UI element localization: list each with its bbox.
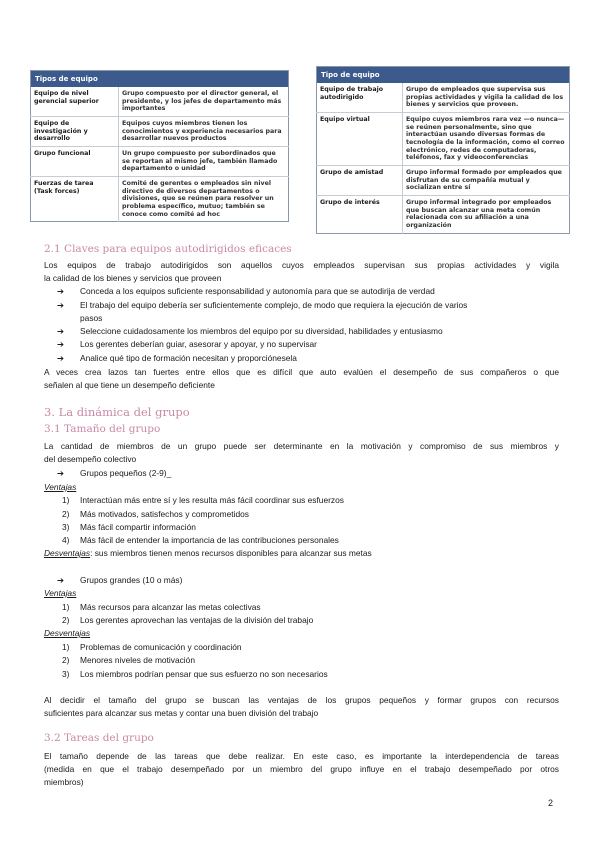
paragraph-line: del desempeño colectivo xyxy=(44,454,137,464)
list-item: ➔ Los gerentes deberían guiar, asesorar y apoyar, y no supervisar xyxy=(57,339,317,349)
ventajas-label: Ventajas xyxy=(44,482,77,492)
arrow-icon: ➔ xyxy=(57,339,65,349)
paragraph-line: La cantidad de miembros de un grupo puede ser determinante en la motivación y compromiso de sus miembros y xyxy=(44,441,559,451)
table-header: Tipo de equipo xyxy=(317,67,570,84)
list-item: ➔ Grupos grandes (10 o más) xyxy=(57,575,183,585)
list-item: ➔ Analice qué tipo de formación necesitan y proporciónesela xyxy=(57,353,297,363)
arrow-icon: ➔ xyxy=(57,286,65,296)
arrow-icon: ➔ xyxy=(57,326,65,336)
table-row: Grupo funcional Un grupo compuesto por subordinados que se reportan al mismo jefe, también llamado departamento o unidad xyxy=(31,147,289,177)
list-item: 1) Más recursos para alcanzar las metas colectivas xyxy=(62,602,261,612)
list-item: 4) Más fácil de entender la importancia de las contribuciones personales xyxy=(62,535,339,545)
page-number: 2 xyxy=(548,798,554,808)
paragraph-line: señalen al que tiene un desempeño deficiente xyxy=(44,380,215,390)
paragraph-line: (medida en que el trabajo desempeñado por un miembro del grupo influye en el trabajo desempeñado por otros xyxy=(44,764,559,774)
list-item: 1) Problemas de comunicación y coordinación xyxy=(62,642,242,652)
subsection-heading: 3.1 Tamaño del grupo xyxy=(44,423,161,435)
section-heading: 3. La dinámica del grupo xyxy=(44,405,190,419)
paragraph-line: Los equipos de trabajo autodirigidos son aquellos cuyos empleados supervisan sus propias actividades y vigila xyxy=(44,260,559,270)
paragraph-line: suficientes para alcanzar sus metas y contar una buen división del trabajo xyxy=(44,708,319,718)
table-row: Fuerzas de tarea (Task forces) Comité de gerentes o empleados sin nivel directivo de diversos departamentos o divisiones, que se reúnen para resolver un problema específico, mutuo; también se conoce como comité ad hoc xyxy=(31,177,289,222)
list-item: 2) Los gerentes aprovechan las ventajas de la división del trabajo xyxy=(62,615,314,625)
table-row: Equipo de trabajo autodirigido Grupo de empleados que supervisa sus propias actividades y vigila la calidad de los bienes y servicios que proveen. xyxy=(317,83,570,113)
list-item: 3) Los miembros podrían pensar que sus esfuerzo no son necesarios xyxy=(62,669,328,679)
paragraph-line: El tamaño depende de las tareas que debe realizar. En este caso, es importante la interdependencia de tareas xyxy=(44,751,559,761)
table-header: Tipos de equipo xyxy=(31,71,289,88)
arrow-icon: ➔ xyxy=(57,300,65,310)
subsection-heading: 3.2 Tareas del grupo xyxy=(44,732,154,744)
list-item: ➔ Seleccione cuidadosamente los miembros del equipo por su diversidad, habilidades y entusiasmo xyxy=(57,326,443,336)
ventajas-label: Ventajas xyxy=(44,588,77,598)
table-row: Grupo de amistad Grupo informal formado por empleados que disfrutan de su compañía mutual y socializan entre sí xyxy=(317,166,570,196)
list-item: 2) Más motivados, satisfechos y comprometidos xyxy=(62,509,249,519)
table-row: Grupo de interés Grupo informal integrado por empleados que buscan alcanzar una meta común relacionada con su afiliación a una organización xyxy=(317,196,570,234)
section-heading: 2.1 Claves para equipos autodirigidos eficaces xyxy=(44,243,292,255)
list-item: 2) Menores niveles de motivación xyxy=(62,655,195,665)
paragraph-line: Al decidir el tamaño del grupo se buscan las ventajas de los grupos pequeños y formar grupos con recursos xyxy=(44,695,559,705)
team-types-table-2 xyxy=(316,66,570,234)
list-item: ➔ Conceda a los equipos suficiente responsabilidad y autonomía para que se autodirija de verdad xyxy=(57,286,435,296)
table-row: Equipo virtual Equipo cuyos miembros rara vez —o nunca— se reúnen personalmente, sino que interactúan usando diversas formas de tecnología de la información, como el correo electrónico, redes de computadoras, teléfonos, fax y videoconferencias xyxy=(317,113,570,166)
arrow-icon: ➔ xyxy=(57,353,65,363)
arrow-icon: ➔ xyxy=(57,575,65,585)
list-item: 1) Interactúan más entre sí y les resulta más fácil coordinar sus esfuerzos xyxy=(62,495,344,505)
paragraph-line: Desventajas: sus miembros tienen menos recursos disponibles para alcanzar sus metas xyxy=(44,548,372,558)
list-item: ➔ Grupos pequeños (2-9)_ xyxy=(57,468,172,478)
list-item: 3) Más fácil compartir información xyxy=(62,522,196,532)
paragraph-line: A veces crea lazos tan fuertes entre ellos que es difícil que auto evalúen el desempeño de sus compañeros o que xyxy=(44,367,559,377)
table-row: Equipo de investigación y desarrollo Equipos cuyos miembros tienen los conocimientos y experiencia necesarios para desarrollar nuevos productos xyxy=(31,117,289,147)
paragraph-line: la calidad de los bienes y servicios que proveen xyxy=(44,273,222,283)
table-row: Equipo de nivel gerencial superior Grupo compuesto por el director general, el presidente, y los jefes de departamento más importantes xyxy=(31,87,289,117)
arrow-icon: ➔ xyxy=(57,468,65,478)
list-item: ➔ El trabajo del equipo debería ser suficientemente complejo, de modo que requiera la ejecución de varios xyxy=(57,300,468,310)
list-item-continuation: pasos xyxy=(80,313,103,323)
desventajas-label: Desventajas xyxy=(44,548,91,558)
team-types-table-1 xyxy=(30,70,289,222)
paragraph-line: miembros) xyxy=(44,777,84,787)
desventajas-label: Desventajas xyxy=(44,628,91,638)
